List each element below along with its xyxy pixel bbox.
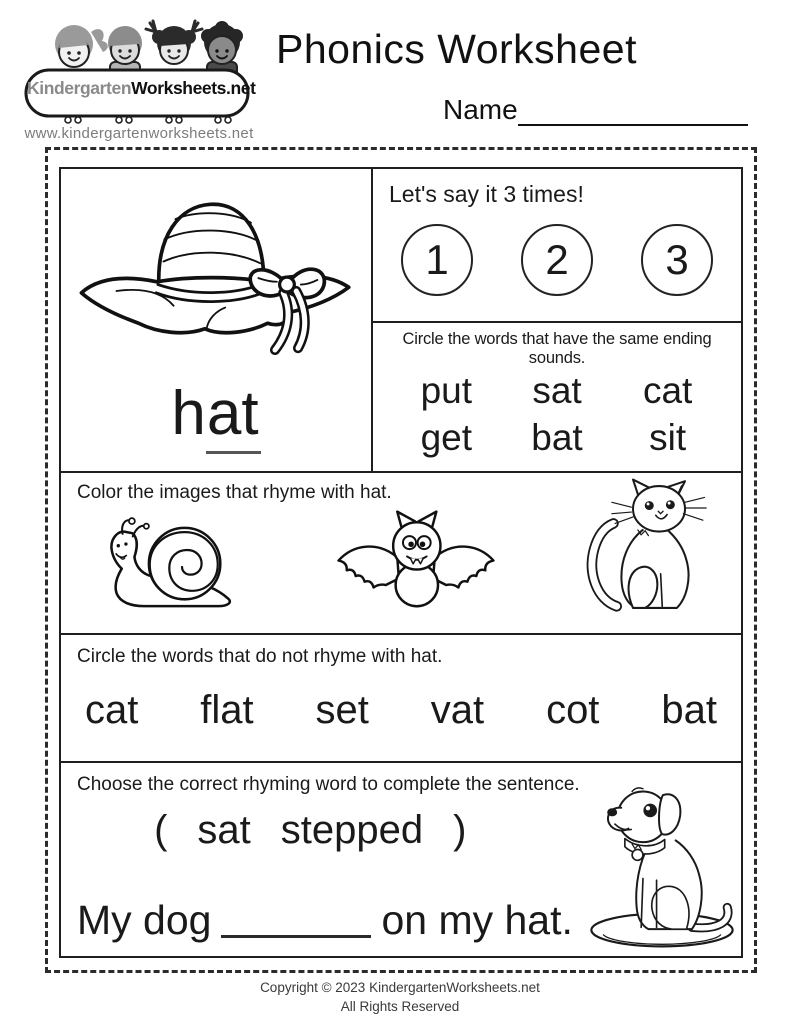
logo-brand-black: Worksheets.net (131, 78, 256, 98)
word-option[interactable]: sit (649, 416, 687, 458)
word-option[interactable]: set (315, 688, 369, 732)
word-option[interactable]: cot (546, 688, 600, 732)
close-paren: ) (453, 808, 467, 852)
name-input-line[interactable] (518, 94, 748, 126)
choice-word[interactable]: sat (197, 808, 251, 852)
word-option[interactable]: cat (642, 370, 693, 412)
word-option[interactable]: bat (531, 416, 583, 458)
open-paren: ( (154, 808, 168, 852)
ending-sounds-instruction: Circle the words that have the same ending sounds. (402, 330, 712, 367)
row1-right-column (373, 169, 741, 471)
row-word-card (61, 169, 741, 473)
word-option[interactable]: sat (532, 370, 582, 412)
sentence-tail: on my hat. (381, 897, 573, 943)
logo-kids-icon (22, 12, 252, 126)
logo-wordmark (27, 78, 256, 99)
dog-illustration (585, 782, 739, 954)
word-option[interactable]: vat (430, 688, 485, 732)
hat-illustration (68, 173, 364, 385)
color-images-section (61, 473, 741, 635)
bat-illustration[interactable] (329, 510, 503, 616)
count-circle-3[interactable]: 3 (641, 224, 713, 296)
word-choices (77, 808, 544, 853)
count-circle-2[interactable]: 2 (521, 224, 593, 296)
word-option[interactable]: cat (85, 688, 139, 732)
count-circle-1[interactable]: 1 (401, 224, 473, 296)
say-it-section (373, 169, 741, 323)
target-word-start: h (171, 379, 206, 448)
footer (0, 979, 800, 1017)
color-images-instruction: Color the images that rhyme with hat. (77, 482, 392, 503)
snail-illustration[interactable] (91, 516, 251, 618)
word-card-cell (61, 169, 373, 471)
word-option[interactable]: put (420, 370, 473, 412)
color-images-row (77, 504, 725, 624)
copyright-line: Copyright © 2023 KindergartenWorksheets.net (260, 980, 540, 995)
count-circles (389, 208, 725, 296)
worksheet-table (59, 167, 743, 958)
sentence-instruction: Choose the correct rhyming word to complete the sentence. (77, 774, 580, 795)
ending-sounds-section (373, 323, 741, 471)
site-logo (22, 12, 254, 144)
worksheet-sheet (45, 147, 757, 973)
ending-sounds-words (381, 368, 733, 471)
word-option[interactable]: bat (661, 688, 717, 732)
rights-line: All Rights Reserved (340, 998, 460, 1014)
not-rhyme-words (77, 668, 725, 733)
sentence-section (61, 763, 741, 956)
not-rhyme-section (61, 635, 741, 763)
choice-word[interactable]: stepped (280, 808, 424, 852)
dog-image-wrap (585, 782, 739, 954)
page-title: Phonics Worksheet (276, 26, 637, 72)
target-word (171, 381, 260, 454)
sentence-blank-line[interactable] (221, 932, 371, 938)
say-instruction: Let's say it 3 times! (389, 181, 584, 207)
word-option[interactable]: get (420, 416, 473, 458)
fill-in-sentence (77, 897, 579, 944)
sentence-lead: My dog (77, 897, 212, 943)
website-url: www.kindergartenworksheets.net (24, 125, 254, 142)
cat-illustration[interactable] (581, 476, 711, 618)
name-row (443, 94, 748, 126)
target-word-ending-underlined: at (206, 381, 261, 454)
name-label: Name (443, 94, 518, 125)
word-option[interactable]: flat (200, 688, 254, 732)
logo-brand-gray: Kindergarten (27, 78, 132, 98)
not-rhyme-instruction: Circle the words that do not rhyme with hat. (77, 646, 443, 667)
